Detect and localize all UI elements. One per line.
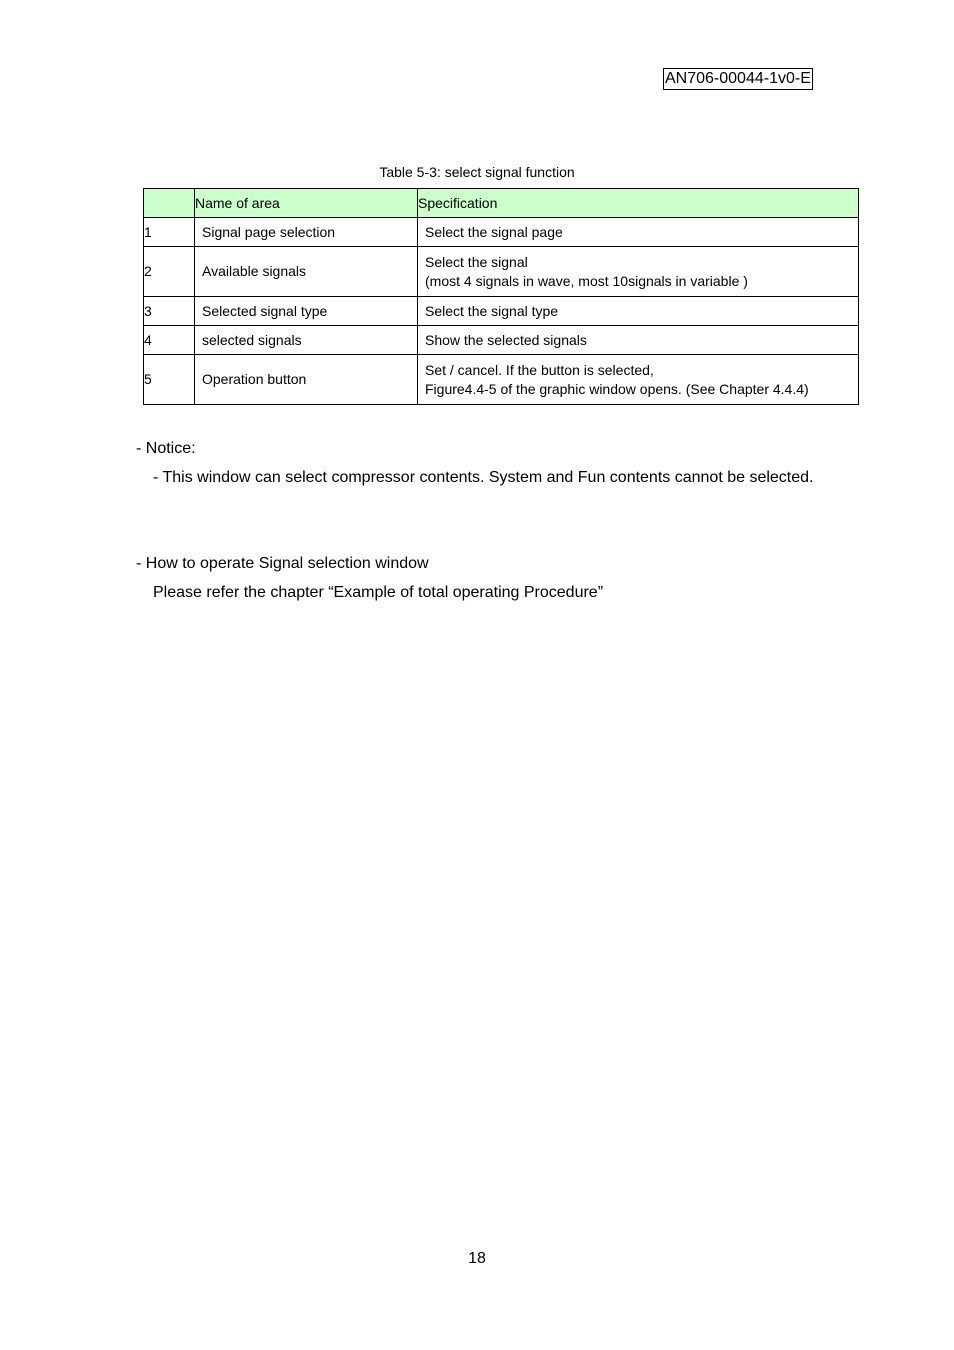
specification-line: (most 4 signals in wave, most 10signals in variable ) bbox=[425, 272, 748, 289]
notice-heading: - Notice: bbox=[136, 440, 196, 457]
area-name: Signal page selection bbox=[195, 218, 418, 247]
area-name: selected signals bbox=[195, 326, 418, 355]
area-specification bbox=[418, 218, 859, 247]
area-specification bbox=[418, 297, 859, 326]
specification-line: Select the signal type bbox=[425, 302, 559, 319]
area-specification bbox=[418, 326, 859, 355]
column-header-name: Name of area bbox=[195, 189, 418, 218]
row-number: 3 bbox=[144, 297, 195, 326]
table-row bbox=[144, 297, 859, 326]
area-specification bbox=[418, 247, 859, 297]
table-row bbox=[144, 247, 859, 297]
table-row bbox=[144, 326, 859, 355]
table-header-row bbox=[144, 189, 859, 218]
howto-body: Please refer the chapter “Example of total operating Procedure” bbox=[153, 584, 604, 601]
document-id: AN706-00044-1v0-E bbox=[663, 68, 813, 90]
notice-body: - This window can select compressor contents. System and Fun contents cannot be selected. bbox=[153, 469, 814, 486]
column-header-number bbox=[144, 189, 195, 218]
signal-function-table bbox=[143, 188, 859, 405]
row-number: 1 bbox=[144, 218, 195, 247]
area-name: Operation button bbox=[195, 355, 418, 405]
area-specification bbox=[418, 355, 859, 405]
howto-heading: - How to operate Signal selection window bbox=[136, 555, 429, 572]
area-name: Available signals bbox=[195, 247, 418, 297]
specification-line: Set / cancel. If the button is selected, bbox=[425, 361, 654, 378]
specification-line: Figure4.4-5 of the graphic window opens. (See Chapter 4.4.4) bbox=[425, 380, 809, 397]
specification-line: Select the signal bbox=[425, 253, 528, 270]
table-row bbox=[144, 218, 859, 247]
row-number: 2 bbox=[144, 247, 195, 297]
row-number: 4 bbox=[144, 326, 195, 355]
table-caption: Table 5-3: select signal function bbox=[379, 164, 575, 180]
column-header-specification: Specification bbox=[418, 189, 859, 218]
specification-line: Select the signal page bbox=[425, 223, 563, 240]
table-row bbox=[144, 355, 859, 405]
row-number: 5 bbox=[144, 355, 195, 405]
specification-line: Show the selected signals bbox=[425, 331, 587, 348]
area-name: Selected signal type bbox=[195, 297, 418, 326]
page-number: 18 bbox=[468, 1250, 486, 1267]
